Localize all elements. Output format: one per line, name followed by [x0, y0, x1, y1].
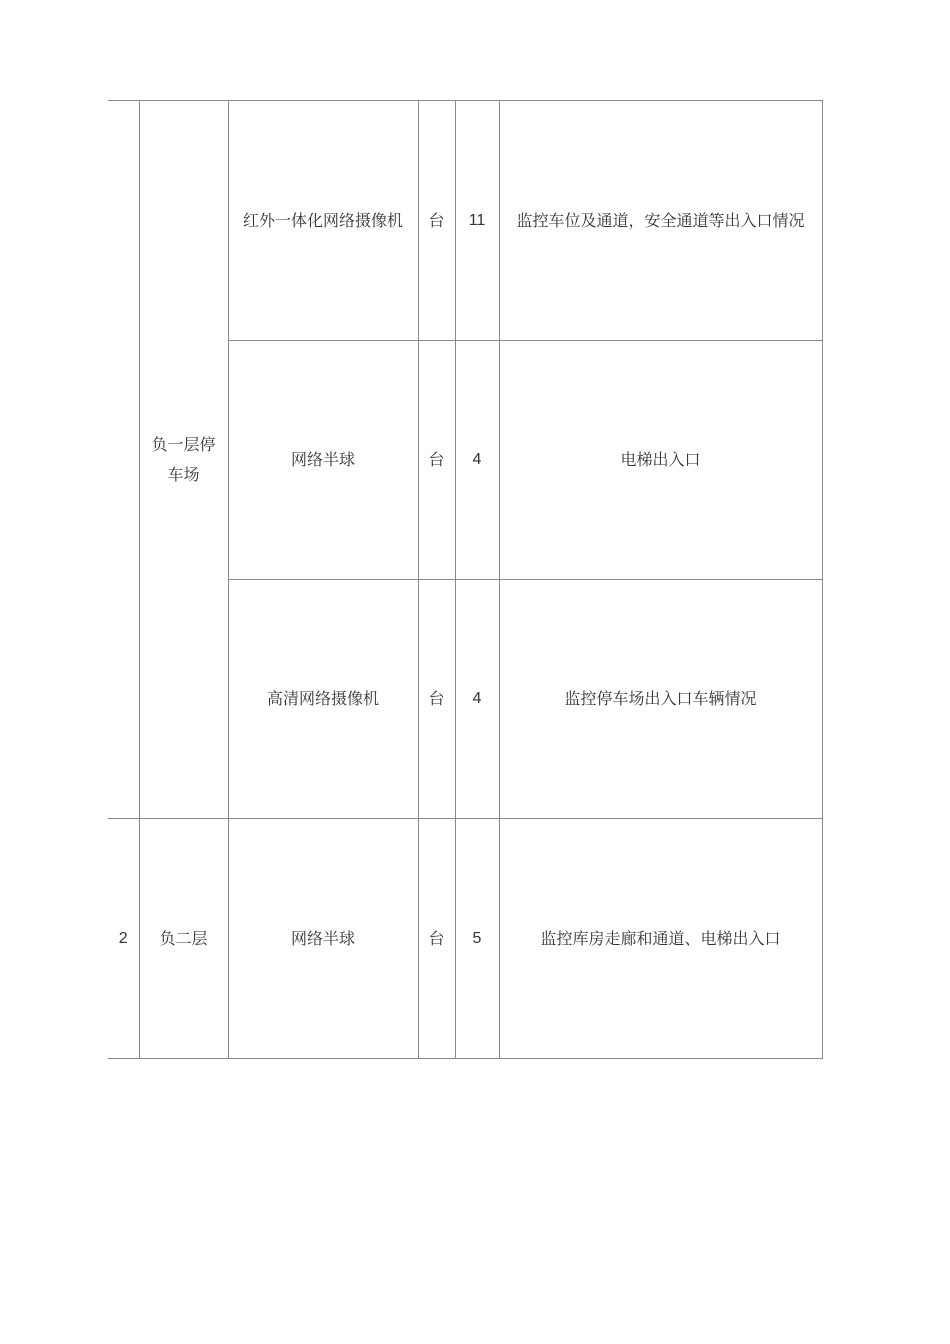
device-name-cell: 红外一体化网络摄像机: [228, 101, 418, 341]
purpose-cell: 监控停车场出入口车辆情况: [499, 580, 822, 819]
device-name-cell: 高清网络摄像机: [228, 580, 418, 819]
area-cell: 负二层: [139, 819, 228, 1059]
equipment-table: [108, 100, 823, 1059]
table-row: [108, 101, 822, 341]
table-row: [108, 819, 822, 1059]
purpose-cell: 电梯出入口: [499, 341, 822, 580]
quantity-cell: 11: [455, 101, 499, 341]
device-name-cell: 网络半球: [228, 341, 418, 580]
unit-cell: 台: [418, 341, 455, 580]
area-cell: 负一层停车场: [139, 101, 228, 819]
purpose-cell: 监控车位及通道，安全通道等出入口情况: [499, 101, 822, 341]
unit-cell: 台: [418, 819, 455, 1059]
purpose-cell: 监控库房走廊和通道、电梯出入口: [499, 819, 822, 1059]
row-number-cell: 2: [108, 819, 139, 1059]
quantity-cell: 4: [455, 341, 499, 580]
device-name-cell: 网络半球: [228, 819, 418, 1059]
unit-cell: 台: [418, 101, 455, 341]
quantity-cell: 5: [455, 819, 499, 1059]
quantity-cell: 4: [455, 580, 499, 819]
row-number-cell: [108, 101, 139, 819]
unit-cell: 台: [418, 580, 455, 819]
